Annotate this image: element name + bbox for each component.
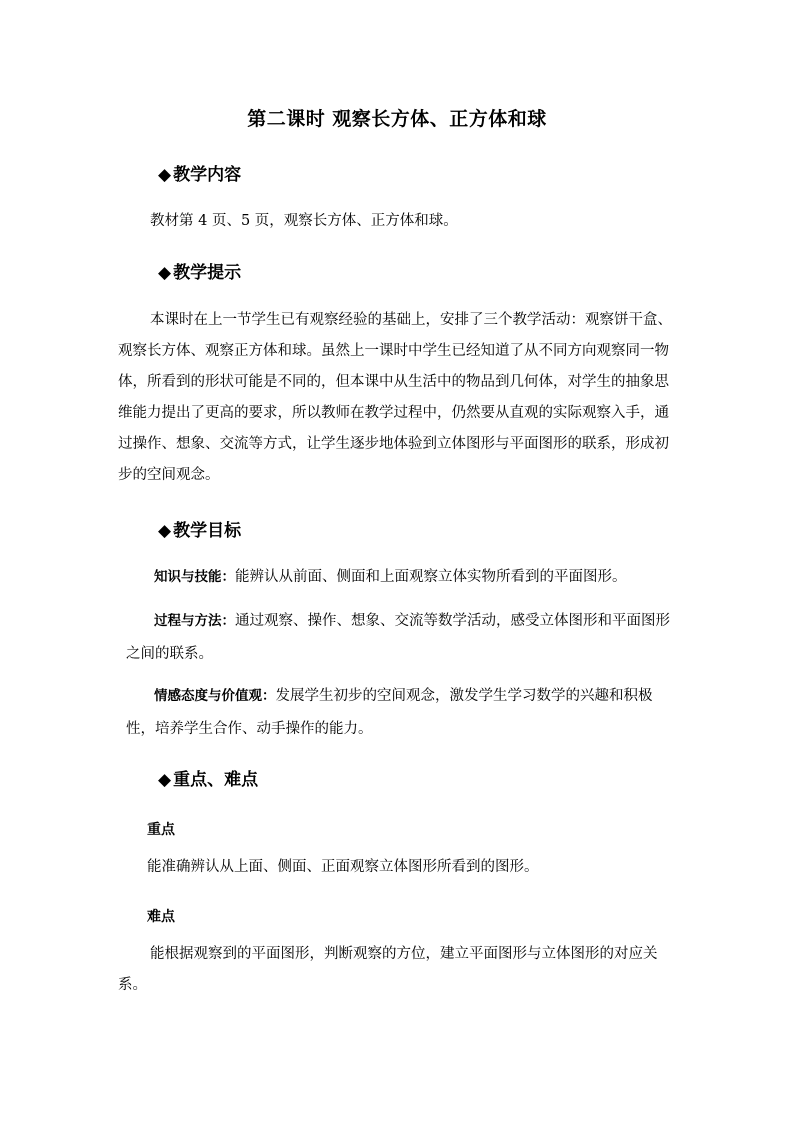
- difficult-point-label: 难点: [147, 909, 175, 925]
- section-heading-hint: [158, 258, 241, 283]
- key-point-label: 重点: [147, 822, 175, 838]
- key-point-text: 能准确辨认从上面、侧面、正面观察立体图形所看到的图形。: [147, 859, 539, 875]
- goal-lead: 过程与方法：: [154, 613, 235, 629]
- goal-item-process: [126, 605, 678, 671]
- goal-lead: 知识与技能：: [154, 569, 235, 585]
- goal-item-attitude: [126, 680, 678, 746]
- section-heading-content: [158, 160, 241, 185]
- section-heading-key-points: [158, 765, 258, 790]
- diamond-bullet-icon: ◆: [158, 521, 172, 541]
- diamond-bullet-icon: ◆: [158, 263, 172, 283]
- section-heading-label: 教学目标: [173, 521, 242, 541]
- goal-text: 能辨认从前面、侧面和上面观察立体实物所看到的平面图形。: [235, 569, 627, 585]
- section-heading-label: 重点、难点: [173, 770, 259, 790]
- hint-paragraph: 本课时在上一节学生已有观察经验的基础上，安排了三个教学活动：观察饼干盒、观察长方体、观察正方体和球。虽然上一课时中学生已经知道了从不同方向观察同一物体，所看到的形状可能是不同的，但本课中从生活中的物品到几何体，对学生的抽象思维能力提出了更高的要求，所以教师在教学过程中，仍然要从直观的实际观察入手，通过操作、想象、交流等方式，让学生逐步地体验到立体图形与平面图形的联系，形成初步的空间观念。: [118, 312, 672, 483]
- section-heading-label: 教学内容: [173, 165, 242, 185]
- difficult-point-text: 能根据观察到的平面图形，判断观察的方位，建立平面图形与立体图形的对应关系。: [118, 946, 658, 993]
- section-heading-goals: [158, 516, 241, 541]
- page-title: 第二课时 观察长方体、正方体和球: [247, 108, 547, 130]
- goal-lead: 情感态度与价值观：: [154, 688, 276, 704]
- goal-item-knowledge: [126, 561, 678, 594]
- section-heading-label: 教学提示: [173, 263, 242, 283]
- goal-text: 发展学生初步的空间观念，激发学生学习数学的兴趣和积极性，培养学生合作、动手操作的能力。: [126, 688, 653, 737]
- goal-text: 通过观察、操作、想象、交流等数学活动，感受立体图形和平面图形之间的联系。: [126, 613, 670, 662]
- diamond-bullet-icon: ◆: [158, 770, 172, 790]
- content-paragraph: 教材第 4 页、5 页，观察长方体、正方体和球。: [150, 213, 458, 229]
- diamond-bullet-icon: ◆: [158, 165, 172, 185]
